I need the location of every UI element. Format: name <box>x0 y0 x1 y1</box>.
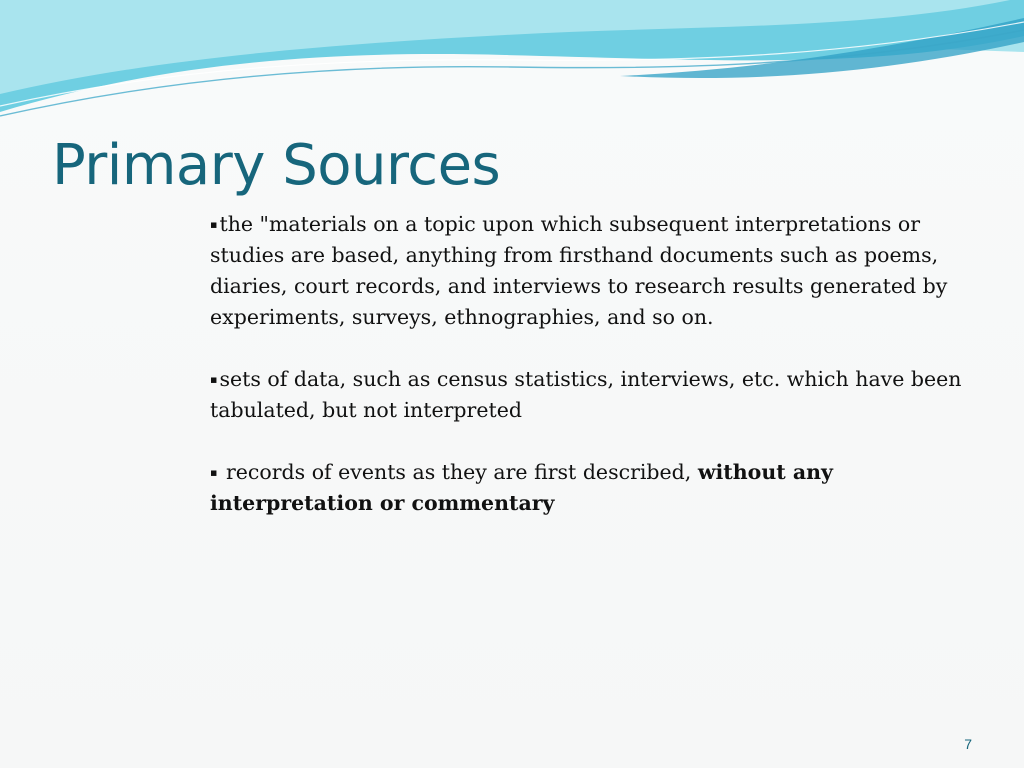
bullet-text: the "materials on a topic upon which subsequent interpretations or studies are based, anything from firsthand documents such as poems, diaries, court records, and interviews to research results generated by experiments, surveys, ethnographies, and so on. <box>210 212 948 329</box>
bullet-text: sets of data, such as census statistics, interviews, etc. which have been tabulated, but not interpreted <box>210 367 962 422</box>
page-number: 7 <box>964 736 972 752</box>
bullet-text: records of events as they are first described, <box>219 460 698 484</box>
bullet-item-primary-definition <box>210 209 970 333</box>
bullet-emphasis-text: without any interpretation or commentary <box>210 460 833 515</box>
square-bullet-icon: ▪ <box>210 466 218 479</box>
square-bullet-icon: ▪ <box>210 218 218 231</box>
square-bullet-icon: ▪ <box>210 373 218 386</box>
slide-body <box>210 209 970 550</box>
bullet-item-event-records <box>210 457 970 519</box>
slide-title: Primary Sources <box>52 133 501 198</box>
decorative-wave-header <box>0 0 1024 130</box>
bullet-item-data-sets <box>210 364 970 426</box>
